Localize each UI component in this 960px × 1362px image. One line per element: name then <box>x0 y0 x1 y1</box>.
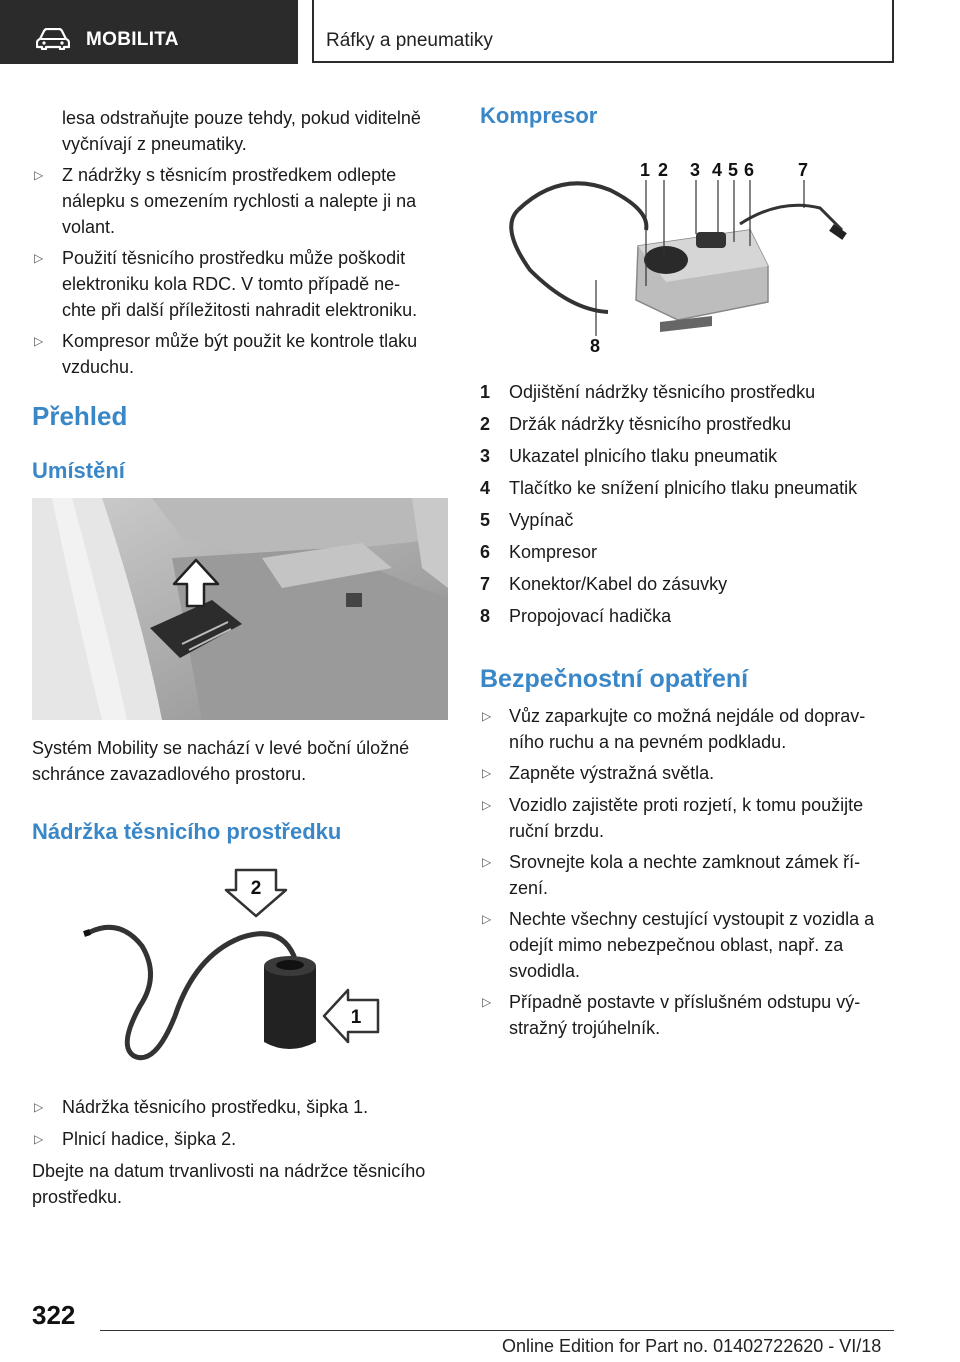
bullet-icon: ▷ <box>482 855 492 869</box>
intro-line: vyčnívají z pneumatiky. <box>62 134 247 154</box>
safety-text: Případně postavte v příslušném odstupu vý- <box>509 992 861 1012</box>
heading-overview: Přehled <box>32 401 128 431</box>
legend-text: Vypínač <box>509 510 574 530</box>
section-tab <box>0 0 298 64</box>
legend-text: Držák nádržky těsnicího prostředku <box>509 414 792 434</box>
legend-text: Odjištění nádržky těsnicího prostředku <box>509 382 816 402</box>
bullet-icon: ▷ <box>34 1132 44 1146</box>
callout-2: 2 <box>658 160 669 180</box>
legend-num: 1 <box>480 382 491 402</box>
legend-text: Propojovací hadička <box>509 606 672 626</box>
heading-safety: Bezpečnostní opatření <box>480 665 749 693</box>
sealant-note: prostředku. <box>32 1187 123 1207</box>
safety-text: svodidla. <box>509 961 581 981</box>
heading-sealant: Nádržka těsnicího prostředku <box>32 819 342 844</box>
intro-line: lesa odstraňujte pouze tehdy, pokud viditelně <box>62 108 421 128</box>
sealant-container-illustration <box>80 866 390 1076</box>
trunk-location-photo <box>32 498 448 720</box>
legend-num: 8 <box>480 606 491 626</box>
safety-text: odejít mimo nebezpečnou oblast, např. za <box>509 935 844 955</box>
bullet-text: Plnicí hadice, šipka 2. <box>62 1129 237 1149</box>
legend-num: 5 <box>480 510 491 530</box>
bullet-icon: ▷ <box>482 912 492 926</box>
bullet-icon: ▷ <box>34 334 44 348</box>
callout-1: 1 <box>640 160 651 180</box>
legend-num: 4 <box>480 478 491 498</box>
bullet-icon: ▷ <box>482 766 492 780</box>
bullet-text: Kompresor může být použit ke kontrole tlaku <box>62 331 418 351</box>
legend-num: 3 <box>480 446 491 466</box>
bullet-icon: ▷ <box>482 995 492 1009</box>
chapter-box <box>312 0 894 63</box>
bullet-text: Nádržka těsnicího prostředku, šipka 1. <box>62 1097 369 1117</box>
bullet-text: elektroniku kola RDC. V tomto případě ne- <box>62 274 401 294</box>
legend-num: 7 <box>480 574 491 594</box>
callout-4: 4 <box>712 160 723 180</box>
section-label: MOBILITA <box>86 29 179 50</box>
bullet-text: nálepku s omezením rychlosti a nalepte ji na <box>62 191 417 211</box>
bullet-icon: ▷ <box>34 168 44 182</box>
safety-text: Srovnejte kola a nechte zamknout zámek ří- <box>509 852 861 872</box>
edition-text: Online Edition for Part no. 01402722620 - VI/18 <box>502 1336 882 1356</box>
safety-text: ního ruchu a na pevném podkladu. <box>509 732 787 752</box>
bullet-text: chte při další příležitosti nahradit elektroniku. <box>62 300 418 320</box>
safety-text: Vozidlo zajistěte proti rozjetí, k tomu použijte <box>509 795 864 815</box>
chapter-title: Ráfky a pneumatiky <box>326 30 493 51</box>
safety-text: stražný trojúhelník. <box>509 1018 661 1038</box>
bullet-text: Použití těsnicího prostředku může poškodit <box>62 248 406 268</box>
callout-7: 7 <box>798 160 809 180</box>
safety-text: zení. <box>509 878 549 898</box>
legend-num: 6 <box>480 542 491 562</box>
bullet-text: vzduchu. <box>62 357 135 377</box>
heading-compressor: Kompresor <box>480 103 598 128</box>
sealant-note: Dbejte na datum trvanlivosti na nádržce těsnicího <box>32 1161 426 1181</box>
compressor-illustration <box>500 150 860 362</box>
legend-text: Tlačítko ke snížení plnicího tlaku pneumatik <box>509 478 858 498</box>
bullet-icon: ▷ <box>482 709 492 723</box>
callout-1: 1 <box>350 1007 362 1028</box>
bullet-text: Z nádržky s těsnicím prostředkem odlepte <box>62 165 397 185</box>
safety-text: Nechte všechny cestující vystoupit z vozidla a <box>509 909 875 929</box>
safety-text: Zapněte výstražná světla. <box>509 763 715 783</box>
safety-text: ruční brzdu. <box>509 821 605 841</box>
callout-3: 3 <box>690 160 701 180</box>
legend-num: 2 <box>480 414 491 434</box>
callout-6: 6 <box>744 160 755 180</box>
bullet-icon: ▷ <box>482 798 492 812</box>
location-text: Systém Mobility se nachází v levé boční úložné <box>32 738 410 758</box>
page-header <box>0 0 960 66</box>
bullet-icon: ▷ <box>34 251 44 265</box>
footer-divider <box>100 1330 894 1331</box>
callout-5: 5 <box>728 160 739 180</box>
location-text: schránce zavazadlového prostoru. <box>32 764 307 784</box>
callout-2: 2 <box>250 878 262 899</box>
safety-text: Vůz zaparkujte co možná nejdále od doprav- <box>509 706 866 726</box>
car-icon <box>36 28 70 50</box>
legend-text: Ukazatel plnicího tlaku pneumatik <box>509 446 778 466</box>
legend-text: Kompresor <box>509 542 598 562</box>
callout-8: 8 <box>590 336 601 356</box>
bullet-text: volant. <box>62 217 116 237</box>
heading-location: Umístění <box>32 458 125 483</box>
page-number: 322 <box>32 1300 76 1330</box>
legend-text: Konektor/Kabel do zásuvky <box>509 574 728 594</box>
bullet-icon: ▷ <box>34 1100 44 1114</box>
